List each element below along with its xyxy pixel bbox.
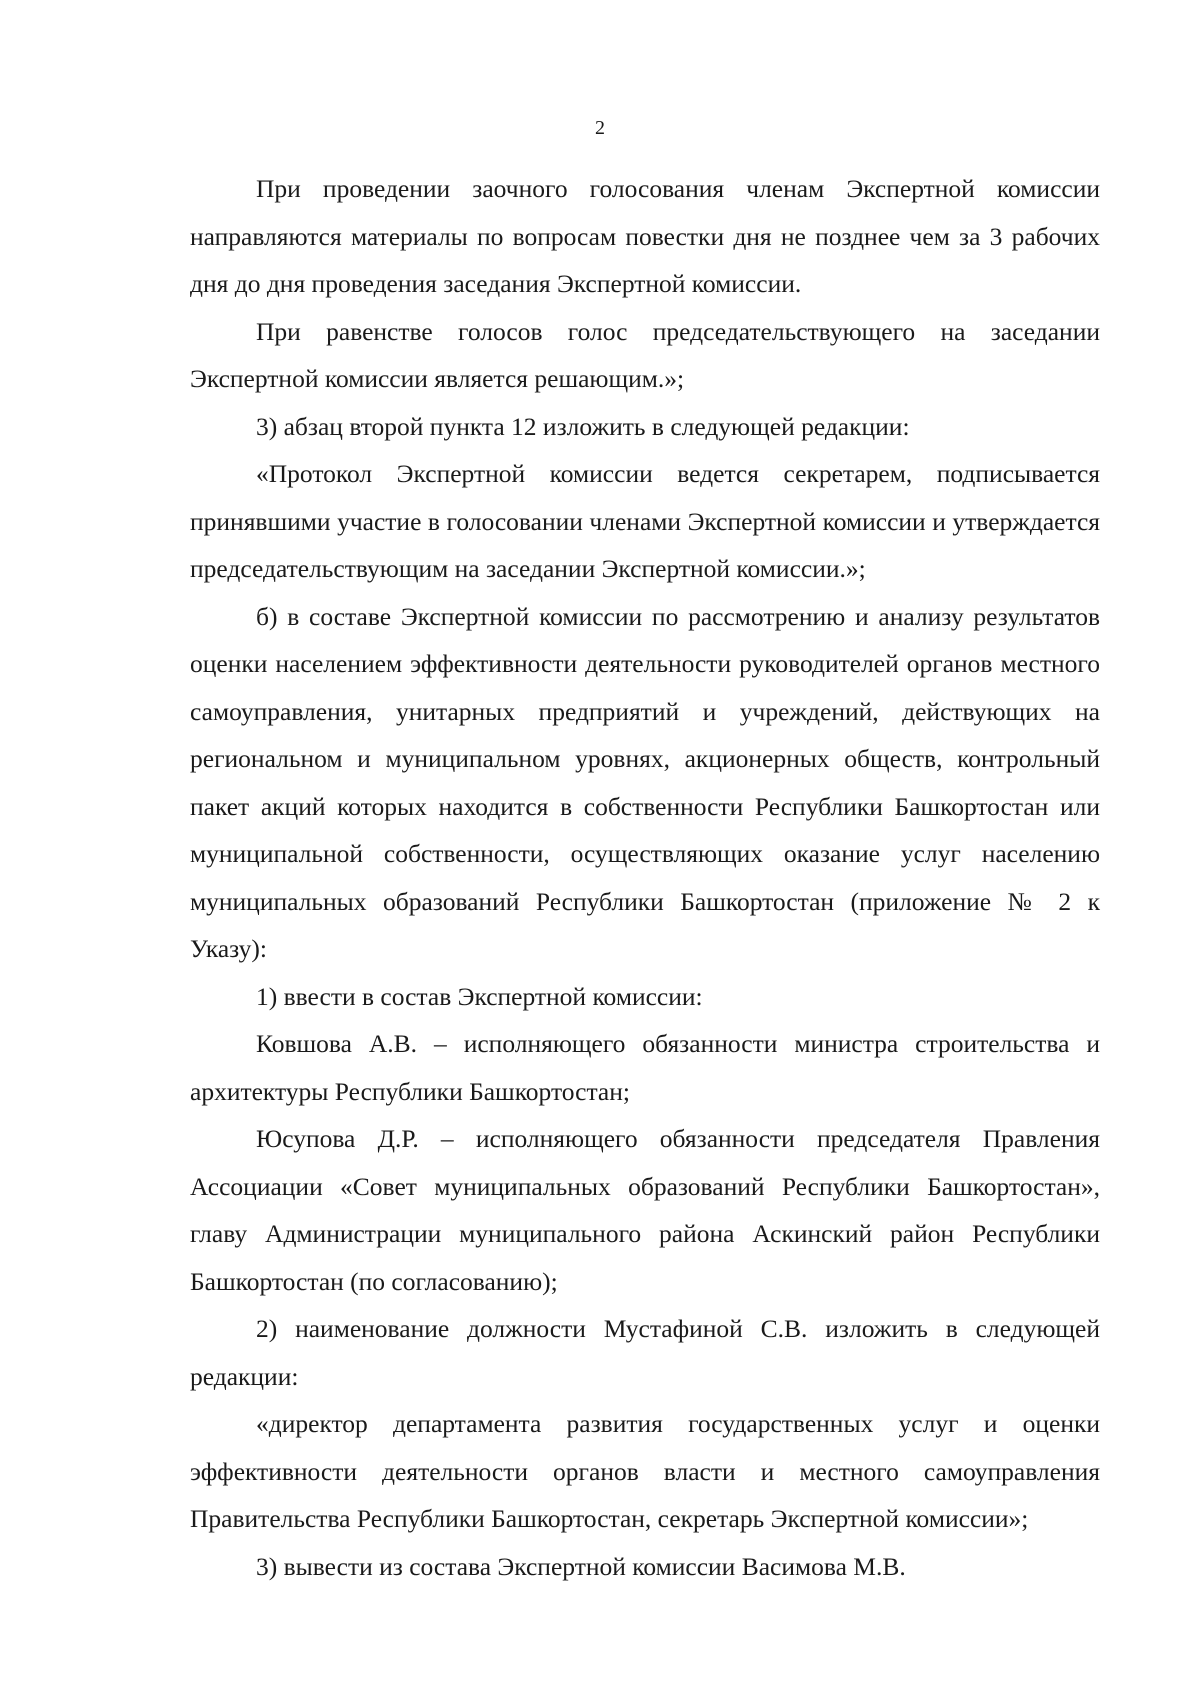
paragraph-member-kovshov: Ковшова А.В. – исполняющего обязанности министра строительства и архитектуры Республики Башкортостан;: [190, 1029, 1100, 1106]
paragraph-position-text: «директор департамента развития государственных услуг и оценки эффективности деятельности органов власти и местного самоуправления Правительства Республики Башкортостан, секретарь Экспертной комиссии»;: [190, 1409, 1100, 1533]
page-number: 2: [595, 117, 605, 139]
paragraph-item-2-position: 2) наименование должности Мустафиной С.В. изложить в следующей редакции:: [190, 1314, 1100, 1391]
paragraph-item-1-add-members: 1) ввести в состав Экспертной комиссии:: [256, 981, 703, 1011]
document-body: [190, 165, 1100, 1590]
paragraph-protocol: «Протокол Экспертной комиссии ведется секретарем, подписывается принявшими участие в голосовании членами Экспертной комиссии и утверждается председательствующим на заседании Экспертной комиссии.»;: [190, 459, 1100, 583]
paragraph-item-3-remove-member: 3) вывести из состава Экспертной комиссии Васимова М.В.: [256, 1551, 906, 1581]
paragraph-commission-composition: б) в составе Экспертной комиссии по рассмотрению и анализу результатов оценки населением эффективности деятельности руководителей органов местного самоуправления, унитарных предприятий и учреждений, действующих на региональном и муниципальном уровнях, акционерных обществ, контрольный пакет акций которых находится в собственности Республики Башкортостан или муниципальной собственности, осуществляющих оказание услуг населению муниципальных образований Республики Башкортостан (приложение № 2 к Указу):: [190, 601, 1100, 963]
paragraph-absentee-voting: При проведении заочного голосования членам Экспертной комиссии направляются материалы по вопросам повестки дня не позднее чем за 3 рабочих дня до дня проведения заседания Экспертной комиссии.: [190, 174, 1100, 298]
paragraph-tie-vote: При равенстве голосов голос председательствующего на заседании Экспертной комиссии является решающим.»;: [190, 316, 1100, 393]
paragraph-item-3-clause-12: 3) абзац второй пункта 12 изложить в следующей редакции:: [256, 411, 910, 441]
paragraph-member-yusupov: Юсупова Д.Р. – исполняющего обязанности председателя Правления Ассоциации «Совет муниципальных образований Республики Башкортостан», главу Администрации муниципального района Аскинский район Республики Башкортостан (по согласованию);: [190, 1124, 1100, 1296]
